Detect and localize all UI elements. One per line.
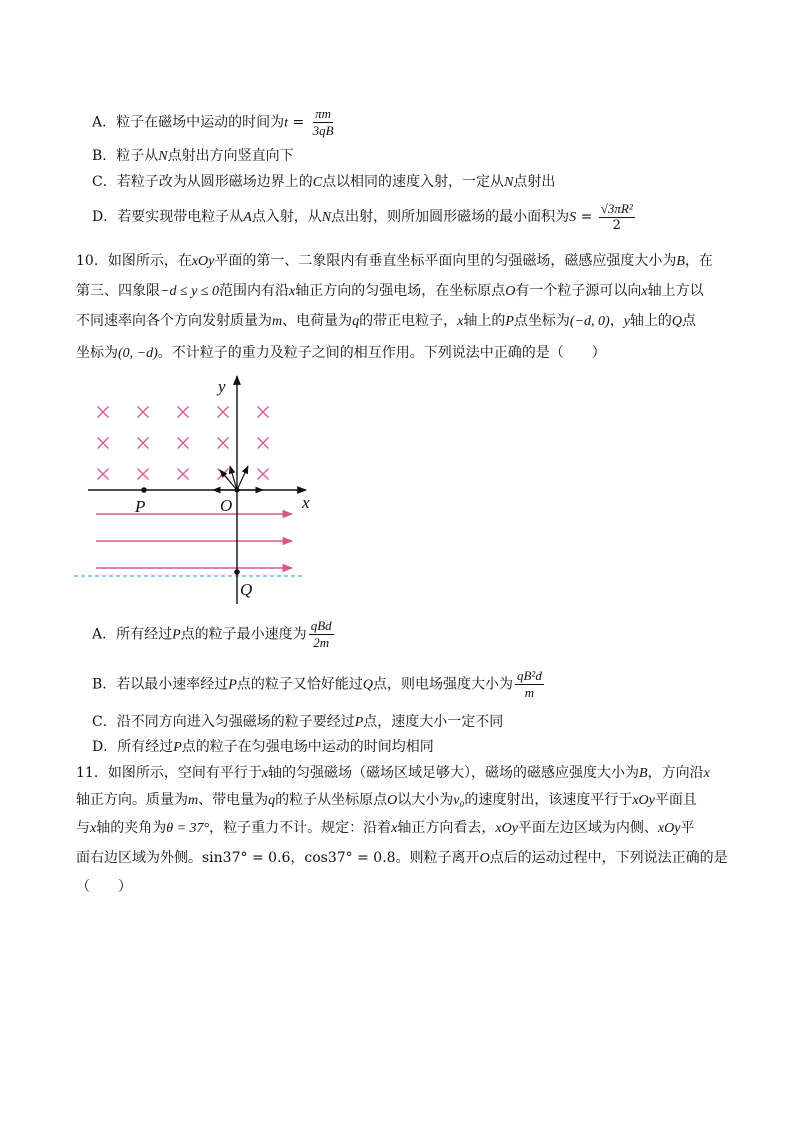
q11-line-1: 11．如图所示，空间有平行于x轴的匀强磁场（磁场区域足够大），磁场的磁感应强度大小为B，方向沿x	[76, 765, 710, 781]
label-q: Q	[240, 580, 253, 599]
q10-a-fraction: $\frac{\text{qBd}}{2m}$	[310, 618, 332, 650]
q10-option-a: A．所有经过P点的粒子最小速度为 $\frac{\text{qBd}}{2m}$	[92, 618, 332, 650]
field-cross	[178, 438, 189, 449]
q10-b-fraction: $\frac{\text{qB²d}}{m}$	[516, 668, 542, 700]
field-diagram	[70, 372, 320, 604]
q9-option-c: C．若粒子改为从圆形磁场边界上的C点以相同的速度入射，一定从N点射出	[92, 174, 556, 190]
electric-field-lines	[96, 514, 292, 568]
field-cross	[258, 469, 269, 480]
field-cross	[138, 438, 149, 449]
magnetic-field-crosses	[98, 407, 269, 480]
q10-option-b: B．若以最小速率经过P点的粒子又恰好能过Q点，则电场强度大小为 $\frac{\text{qB²d}}{m}$	[92, 668, 542, 700]
q10-option-c: C．沿不同方向进入匀强磁场的粒子要经过P点，速度大小一定不同	[92, 714, 504, 730]
label-y: y	[218, 377, 226, 396]
point-q	[234, 569, 240, 575]
label-x: x	[302, 493, 310, 512]
q11-line-5: （ ）	[76, 879, 132, 895]
label-o: O	[220, 496, 233, 515]
field-cross	[178, 469, 189, 480]
point-o	[235, 488, 240, 493]
q11-line-4: 面右边区域为外侧。sin37° = 0.6，cos37° = 0.8。则粒子离开O点后的运动过程中，下列说法正确的是	[76, 850, 728, 866]
field-cross	[98, 438, 109, 449]
q9-a-fraction: $\frac{\pi m}{3qB}$	[312, 106, 334, 138]
field-cross	[98, 469, 109, 480]
label-p: P	[135, 497, 146, 516]
field-cross	[258, 407, 269, 418]
field-cross	[218, 407, 229, 418]
point-p	[141, 487, 147, 493]
field-cross	[98, 407, 109, 418]
q9-option-d: D．若要实现带电粒子从A点入射，从N点出射，则所加圆形磁场的最小面积为S = $\frac{\text{√3πR²}}{2}$	[92, 200, 633, 233]
field-cross	[138, 407, 149, 418]
field-cross	[178, 407, 189, 418]
q9-option-b: B．粒子从N点射出方向竖直向下	[92, 148, 294, 164]
velocity-arrow	[237, 466, 248, 490]
q9-option-a: A．粒子在磁场中运动的时间为t = $\frac{\pi m}{3qB}$	[92, 106, 334, 138]
q10-line-3: 不同速率向各个方向发射质量为m、电荷量为q的带正电粒子，x轴上的P点坐标为(−d, 0)，y轴上的Q点	[76, 313, 697, 329]
q10-option-d: D．所有经过P点的粒子在匀强电场中运动的时间均相同	[92, 739, 434, 755]
q10-line-4: 坐标为(0, −d)。不计粒子的重力及粒子之间的相互作用。下列说法中正确的是（ ）	[76, 345, 606, 361]
q11-line-3: 与x轴的夹角为θ = 37°，粒子重力不计。规定：沿着x轴正方向看去，xOy平面左边区域为内侧、xOy平	[76, 820, 695, 836]
q11-line-2: 轴正方向。质量为m、带电量为q的粒子从坐标原点O以大小为v₀的速度射出，该速度平行于xOy平面且	[76, 792, 697, 808]
q9-d-fraction: $\frac{\text{√3πR²}}{2}$	[600, 200, 633, 233]
q10-line-1: 10．如图所示，在xOy平面的第一、二象限内有垂直坐标平面向里的匀强磁场，磁感应强度大小为B，在	[76, 253, 713, 269]
field-cross	[218, 438, 229, 449]
q10-line-2: 第三、四象限−d ≤ y ≤ 0范围内有沿x轴正方向的匀强电场，在坐标原点O有一个粒子源可以向x轴上方以	[76, 283, 704, 299]
field-cross	[258, 438, 269, 449]
field-cross	[138, 469, 149, 480]
